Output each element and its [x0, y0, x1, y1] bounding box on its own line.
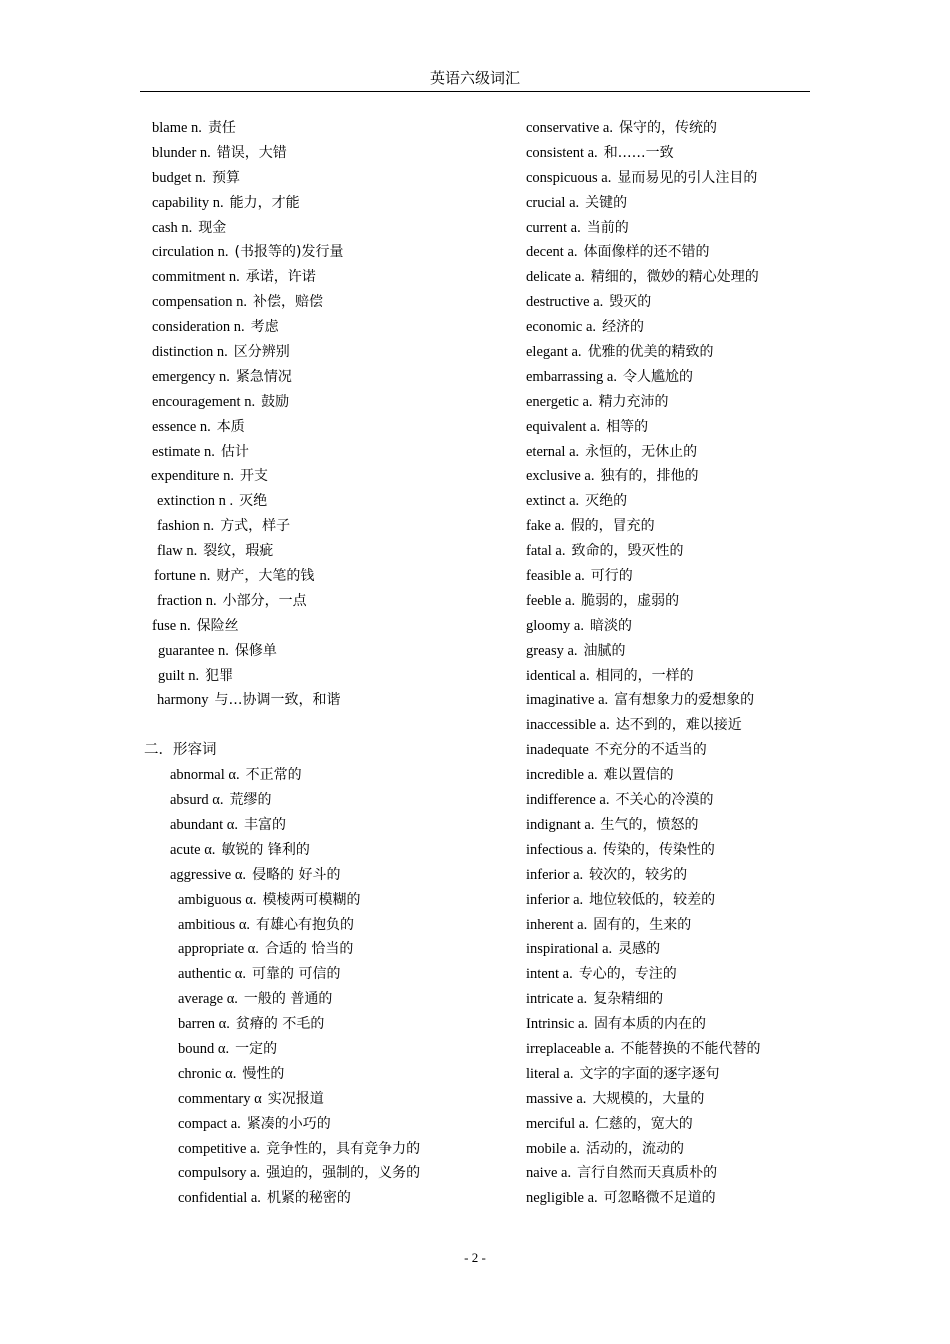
- vocab-meaning: 保守的，传统的: [618, 120, 717, 136]
- vocab-meaning: 较次的，较劣的: [589, 866, 688, 883]
- vocab-meaning: 关键的: [585, 194, 628, 211]
- vocab-entry: [140, 116, 520, 141]
- vocab-meaning: 小部分，一点: [222, 592, 307, 609]
- vocab-word: capability n.: [152, 194, 224, 211]
- vocab-meaning: 相等的: [606, 418, 649, 435]
- vocab-word: exclusive a.: [526, 468, 595, 485]
- vocab-word: encouragement n.: [152, 393, 256, 410]
- vocab-word: economic a.: [526, 319, 597, 336]
- vocab-entry: [526, 1112, 826, 1137]
- vocab-word: authentic α.: [178, 966, 246, 983]
- right-column: [526, 116, 826, 1211]
- vocab-meaning: 复杂精细的: [593, 991, 664, 1008]
- vocab-entry: [140, 564, 520, 589]
- vocab-meaning: 大规模的，大量的: [592, 1090, 705, 1107]
- vocab-meaning: 竞争性的，具有竞争力的: [266, 1140, 421, 1157]
- vocab-entry: [140, 440, 520, 465]
- vocab-entry: [526, 1037, 826, 1062]
- vocab-word: equivalent a.: [526, 418, 601, 435]
- vocab-word: extinction n .: [157, 493, 234, 510]
- vocab-meaning: 灭绝的: [585, 493, 628, 510]
- vocab-word: destructive a.: [526, 294, 604, 311]
- vocab-word: literal a.: [526, 1065, 574, 1082]
- vocab-word: fake a.: [526, 518, 565, 535]
- vocab-word: irreplaceable a.: [526, 1040, 615, 1057]
- vocab-word: compact a.: [178, 1115, 241, 1132]
- vocab-word: eternal a.: [526, 443, 580, 460]
- vocab-word: chronic α.: [178, 1065, 237, 1082]
- vocab-word: decent a.: [526, 244, 578, 261]
- vocab-meaning: 荒缪的: [229, 792, 272, 809]
- vocab-entry: [140, 415, 520, 440]
- vocab-meaning: 一般的 普通的: [243, 991, 333, 1008]
- vocab-entry: [526, 863, 826, 888]
- vocab-meaning: 仁慈的，宽大的: [594, 1115, 693, 1132]
- vocab-meaning: 裂纹，瑕疵: [203, 543, 274, 560]
- vocab-entry: [526, 838, 826, 863]
- vocab-meaning: 丰富的: [244, 816, 286, 833]
- vocab-entry: [526, 340, 826, 365]
- vocab-entry: [526, 440, 826, 465]
- vocab-meaning: 灭绝: [239, 493, 268, 510]
- vocab-entry: [526, 713, 826, 738]
- vocab-word: merciful a.: [526, 1115, 589, 1132]
- vocab-word: intricate a.: [526, 991, 588, 1008]
- vocab-word: inherent a.: [526, 916, 588, 933]
- vocab-word: circulation n.: [152, 244, 229, 261]
- page-number: - 2 -: [464, 1250, 486, 1265]
- vocab-meaning: 实况报道: [267, 1090, 324, 1107]
- vocab-entry: [526, 639, 826, 664]
- vocab-entry: [140, 664, 520, 689]
- vocab-meaning: 精力充沛的: [598, 393, 669, 410]
- vocab-entry: [140, 315, 520, 340]
- vocab-meaning: 独有的，排他的: [600, 468, 699, 485]
- vocab-meaning: 犯罪: [205, 667, 234, 684]
- vocab-word: guilt n.: [158, 667, 200, 684]
- vocab-meaning: 体面像样的还不错的: [583, 244, 710, 261]
- vocab-entry: [140, 141, 520, 166]
- vocab-entry: [526, 390, 826, 415]
- vocab-meaning: 固有本质的内在的: [594, 1016, 707, 1033]
- vocab-meaning: 富有想象力的爱想象的: [614, 692, 755, 709]
- vocab-entry: [526, 564, 826, 589]
- vocab-word: inaccessible a.: [526, 717, 610, 734]
- vocab-entry: [140, 1186, 520, 1211]
- vocab-entry: [140, 464, 520, 489]
- vocab-word: appropriate α.: [178, 941, 259, 958]
- vocab-meaning: 紧急情况: [235, 368, 292, 385]
- vocab-meaning: 财产，大笔的钱: [216, 568, 315, 585]
- vocab-entry: [526, 937, 826, 962]
- vocab-meaning: 致命的，毁灭性的: [571, 543, 684, 560]
- vocab-meaning: 可忽略微不足道的: [603, 1190, 716, 1207]
- vocab-entry: [140, 937, 520, 962]
- vocab-entry: [140, 1037, 520, 1062]
- vocab-meaning: 活动的，流动的: [585, 1140, 684, 1157]
- vocab-entry: [526, 589, 826, 614]
- vocab-meaning: 保修单: [234, 642, 277, 659]
- vocab-entry: [140, 191, 520, 216]
- vocab-word: fraction n.: [157, 592, 217, 609]
- vocab-meaning: (书报等的)发行量: [234, 244, 344, 261]
- vocab-meaning: 贫瘠的 不毛的: [235, 1016, 325, 1033]
- vocab-meaning: 方式，样子: [220, 518, 291, 535]
- vocab-word: consistent a.: [526, 144, 598, 161]
- vocab-meaning: 本质: [216, 418, 245, 435]
- vocab-word: fatal a.: [526, 543, 566, 560]
- vocab-entry: [140, 1012, 520, 1037]
- vocab-word: embarrassing a.: [526, 368, 617, 385]
- vocab-word: budget n.: [152, 169, 206, 186]
- page-header-title: 英语六级词汇: [429, 69, 520, 87]
- vocab-meaning: 文字的字面的逐字逐句: [579, 1065, 720, 1082]
- vocab-meaning: 现金: [198, 219, 227, 236]
- vocab-meaning: 慢性的: [242, 1065, 285, 1082]
- vocab-entry: [526, 415, 826, 440]
- vocab-word: indifference a.: [526, 792, 610, 809]
- vocab-word: expenditure n.: [151, 468, 234, 485]
- vocab-meaning: 显而易见的引人注目的: [617, 169, 758, 186]
- vocab-meaning: 预算: [211, 169, 240, 186]
- vocab-entry: [526, 738, 826, 763]
- vocab-entry: [526, 464, 826, 489]
- vocab-entry: [140, 390, 520, 415]
- vocab-word: guarantee n.: [158, 642, 229, 659]
- vocab-entry: [140, 240, 520, 265]
- vocab-word: fashion n.: [157, 518, 215, 535]
- vocab-entry: [140, 688, 520, 713]
- vocab-meaning: 当前的: [586, 219, 629, 236]
- vocab-entry: [526, 315, 826, 340]
- vocab-meaning: 承诺，许诺: [245, 269, 316, 286]
- vocab-entry: [526, 265, 826, 290]
- vocab-word: elegant a.: [526, 344, 582, 361]
- vocab-meaning: 不关心的冷漠的: [615, 792, 714, 809]
- vocab-word: flaw n.: [157, 543, 198, 560]
- vocab-meaning: 强迫的，强制的，义务的: [266, 1165, 421, 1182]
- vocab-meaning: 相同的，一样的: [595, 667, 694, 684]
- vocab-word: crucial a.: [526, 194, 580, 211]
- vocab-entry: [526, 1062, 826, 1087]
- vocab-meaning: 合适的 恰当的: [264, 941, 354, 958]
- vocab-entry: [526, 664, 826, 689]
- vocab-word: aggressive α.: [170, 866, 247, 883]
- vocab-word: extinct a.: [526, 493, 580, 510]
- vocab-meaning: 保险丝: [196, 617, 239, 634]
- vocab-meaning: 能力，才能: [229, 194, 300, 211]
- vocab-meaning: 可行的: [590, 568, 633, 585]
- vocab-meaning: 假的，冒充的: [570, 518, 655, 535]
- vocab-meaning: 永恒的，无休止的: [585, 443, 698, 460]
- vocab-meaning: 敏锐的 锋利的: [221, 841, 310, 858]
- vocab-meaning: 专心的，专注的: [578, 966, 677, 983]
- vocab-word: ambiguous α.: [178, 891, 257, 908]
- vocab-word: commitment n.: [152, 269, 240, 286]
- vocab-word: emergency n.: [152, 368, 230, 385]
- vocab-meaning: 灵感的: [618, 941, 661, 958]
- vocab-meaning: 生气的，愤怒的: [600, 816, 699, 833]
- vocab-word: absurd α.: [170, 792, 224, 809]
- vocab-meaning: 有雄心有抱负的: [256, 916, 355, 933]
- vocab-entry: [526, 1012, 826, 1037]
- vocab-meaning: 油腻的: [583, 642, 626, 659]
- vocab-entry: [140, 340, 520, 365]
- vocab-entry: [526, 1186, 826, 1211]
- vocab-meaning: 令人尴尬的: [623, 368, 693, 385]
- vocab-entry: [526, 788, 826, 813]
- vocab-meaning: 传染的，传染性的: [602, 841, 715, 858]
- vocab-meaning: 暗淡的: [590, 617, 632, 634]
- left-column: [140, 116, 520, 1211]
- vocab-meaning: 和……一致: [603, 144, 674, 161]
- vocab-meaning: 毁灭的: [609, 294, 652, 311]
- vocab-meaning: 鼓励: [261, 393, 290, 410]
- vocab-word: incredible a.: [526, 767, 598, 784]
- vocab-meaning: 开支: [239, 468, 268, 485]
- vocab-meaning: 估计: [220, 443, 249, 460]
- vocab-entry: [140, 1087, 520, 1112]
- vocab-word: imaginative a.: [526, 692, 609, 709]
- vocab-word: intent a.: [526, 966, 573, 983]
- vocab-word: abnormal α.: [170, 767, 240, 784]
- vocab-entry: [526, 962, 826, 987]
- vocab-meaning: 错误，大错: [216, 144, 287, 161]
- vocab-entry: [140, 365, 520, 390]
- vocab-meaning: 不能替换的不能代替的: [620, 1040, 761, 1057]
- vocab-entry: [140, 913, 520, 938]
- vocab-entry: [526, 514, 826, 539]
- vocab-entry: [526, 116, 826, 141]
- vocab-entry: [526, 813, 826, 838]
- vocab-entry: [526, 141, 826, 166]
- vocab-entry: [526, 166, 826, 191]
- vocab-entry: [526, 216, 826, 241]
- vocab-entry: [526, 1161, 826, 1186]
- vocab-meaning: 精细的，微妙的精心处理的: [590, 269, 759, 286]
- vocab-meaning: 固有的，生来的: [593, 916, 692, 933]
- vocab-meaning: 可靠的 可信的: [252, 966, 341, 983]
- vocab-word: blunder n.: [152, 144, 211, 161]
- vocab-word: compulsory a.: [178, 1165, 261, 1182]
- vocab-meaning: 达不到的，难以接近: [615, 717, 742, 734]
- vocab-meaning: 考虑: [250, 319, 279, 336]
- vocab-word: mobile a.: [526, 1140, 580, 1157]
- vocab-meaning: 优雅的优美的精致的: [587, 344, 714, 361]
- section-heading: 二．形容词: [144, 742, 217, 759]
- vocab-meaning: 区分辨别: [233, 344, 290, 361]
- vocab-entry: [526, 489, 826, 514]
- vocab-entry: [526, 365, 826, 390]
- vocab-entry: [140, 788, 520, 813]
- vocab-word: inadequate: [526, 742, 589, 759]
- vocab-word: barren α.: [178, 1016, 230, 1033]
- vocab-word: inferior a.: [526, 866, 584, 883]
- vocab-entry: [526, 987, 826, 1012]
- vocab-entry: [140, 1062, 520, 1087]
- vocab-word: confidential a.: [178, 1190, 261, 1207]
- vocab-entry: [140, 813, 520, 838]
- vocab-word: abundant α.: [170, 816, 238, 833]
- vocab-word: negligible a.: [526, 1190, 598, 1207]
- blank-line: [140, 713, 520, 738]
- vocab-meaning: 机紧的秘密的: [266, 1190, 351, 1207]
- vocab-entry: [526, 1137, 826, 1162]
- vocab-entry: [526, 539, 826, 564]
- vocab-word: blame n.: [152, 120, 202, 136]
- vocab-entry: [526, 888, 826, 913]
- vocab-word: fuse n.: [152, 617, 191, 634]
- vocab-entry: [140, 962, 520, 987]
- vocab-entry: [140, 514, 520, 539]
- vocab-word: gloomy a.: [526, 617, 584, 634]
- vocab-meaning: 不充分的不适当的: [594, 742, 707, 759]
- vocab-entry: [140, 888, 520, 913]
- vocab-entry: [140, 216, 520, 241]
- vocab-word: conservative a.: [526, 120, 613, 136]
- vocab-entry: [140, 166, 520, 191]
- vocab-meaning: 言行自然而天真质朴的: [577, 1165, 718, 1182]
- vocab-entry: [140, 539, 520, 564]
- vocab-entry: [140, 1161, 520, 1186]
- vocab-entry: [526, 290, 826, 315]
- vocab-meaning: 地位较低的，较差的: [589, 891, 716, 908]
- vocab-meaning: 责任: [207, 120, 236, 136]
- vocab-word: delicate a.: [526, 269, 585, 286]
- vocab-entry: [526, 614, 826, 639]
- vocab-word: inferior a.: [526, 891, 584, 908]
- vocab-word: inspirational a.: [526, 941, 613, 958]
- vocab-entry: [140, 1137, 520, 1162]
- vocab-meaning: 模棱两可模糊的: [262, 891, 361, 908]
- vocab-entry: [140, 863, 520, 888]
- vocab-entry: [526, 1087, 826, 1112]
- vocab-entry: [140, 265, 520, 290]
- vocab-word: current a.: [526, 219, 581, 236]
- vocab-word: indignant a.: [526, 816, 595, 833]
- vocab-meaning: 难以置信的: [603, 767, 674, 784]
- vocab-word: distinction n.: [152, 344, 228, 361]
- vocab-meaning: 不正常的: [245, 767, 302, 784]
- vocab-word: feasible a.: [526, 568, 585, 585]
- vocab-word: average α.: [178, 991, 238, 1008]
- vocab-word: infectious a.: [526, 841, 597, 858]
- vocab-word: acute α.: [170, 841, 216, 858]
- vocab-entry: [526, 913, 826, 938]
- vocab-word: feeble a.: [526, 592, 576, 609]
- vocab-entry: [140, 589, 520, 614]
- vocab-entry: [526, 191, 826, 216]
- vocab-word: Intrinsic a.: [526, 1016, 589, 1033]
- header-divider: [140, 91, 810, 92]
- vocab-word: energetic a.: [526, 393, 593, 410]
- vocab-word: estimate n.: [152, 443, 215, 460]
- vocab-word: massive a.: [526, 1090, 587, 1107]
- vocab-word: ambitious α.: [178, 916, 251, 933]
- vocab-word: conspicuous a.: [526, 169, 612, 186]
- vocab-word: competitive a.: [178, 1140, 261, 1157]
- vocab-word: consideration n.: [152, 319, 245, 336]
- vocab-entry: [140, 987, 520, 1012]
- vocab-word: naive a.: [526, 1165, 572, 1182]
- vocab-entry: [140, 290, 520, 315]
- vocab-entry: [140, 1112, 520, 1137]
- vocab-meaning: 侵略的 好斗的: [252, 866, 341, 883]
- vocab-entry: [140, 763, 520, 788]
- vocab-word: commentary α: [178, 1090, 262, 1107]
- vocab-word: greasy a.: [526, 642, 578, 659]
- vocab-word: harmony: [157, 692, 209, 709]
- vocab-meaning: 一定的: [235, 1040, 278, 1057]
- vocab-word: compensation n.: [152, 294, 248, 311]
- vocab-entry: [140, 838, 520, 863]
- vocab-entry: [526, 763, 826, 788]
- vocab-entry: [140, 614, 520, 639]
- vocab-meaning: 紧凑的小巧的: [246, 1115, 331, 1132]
- vocab-entry: [526, 688, 826, 713]
- vocab-word: essence n.: [152, 418, 211, 435]
- vocab-word: identical a.: [526, 667, 590, 684]
- vocab-entry: [140, 639, 520, 664]
- vocab-word: fortune n.: [154, 568, 211, 585]
- vocab-word: cash n.: [152, 219, 193, 236]
- vocab-meaning: 经济的: [602, 319, 645, 336]
- vocab-entry: [140, 489, 520, 514]
- vocab-meaning: 与…协调一致，和谐: [214, 692, 341, 709]
- vocab-meaning: 补偿，赔偿: [253, 294, 324, 311]
- vocab-entry: [526, 240, 826, 265]
- vocab-meaning: 脆弱的，虚弱的: [581, 592, 680, 609]
- vocab-word: bound α.: [178, 1040, 230, 1057]
